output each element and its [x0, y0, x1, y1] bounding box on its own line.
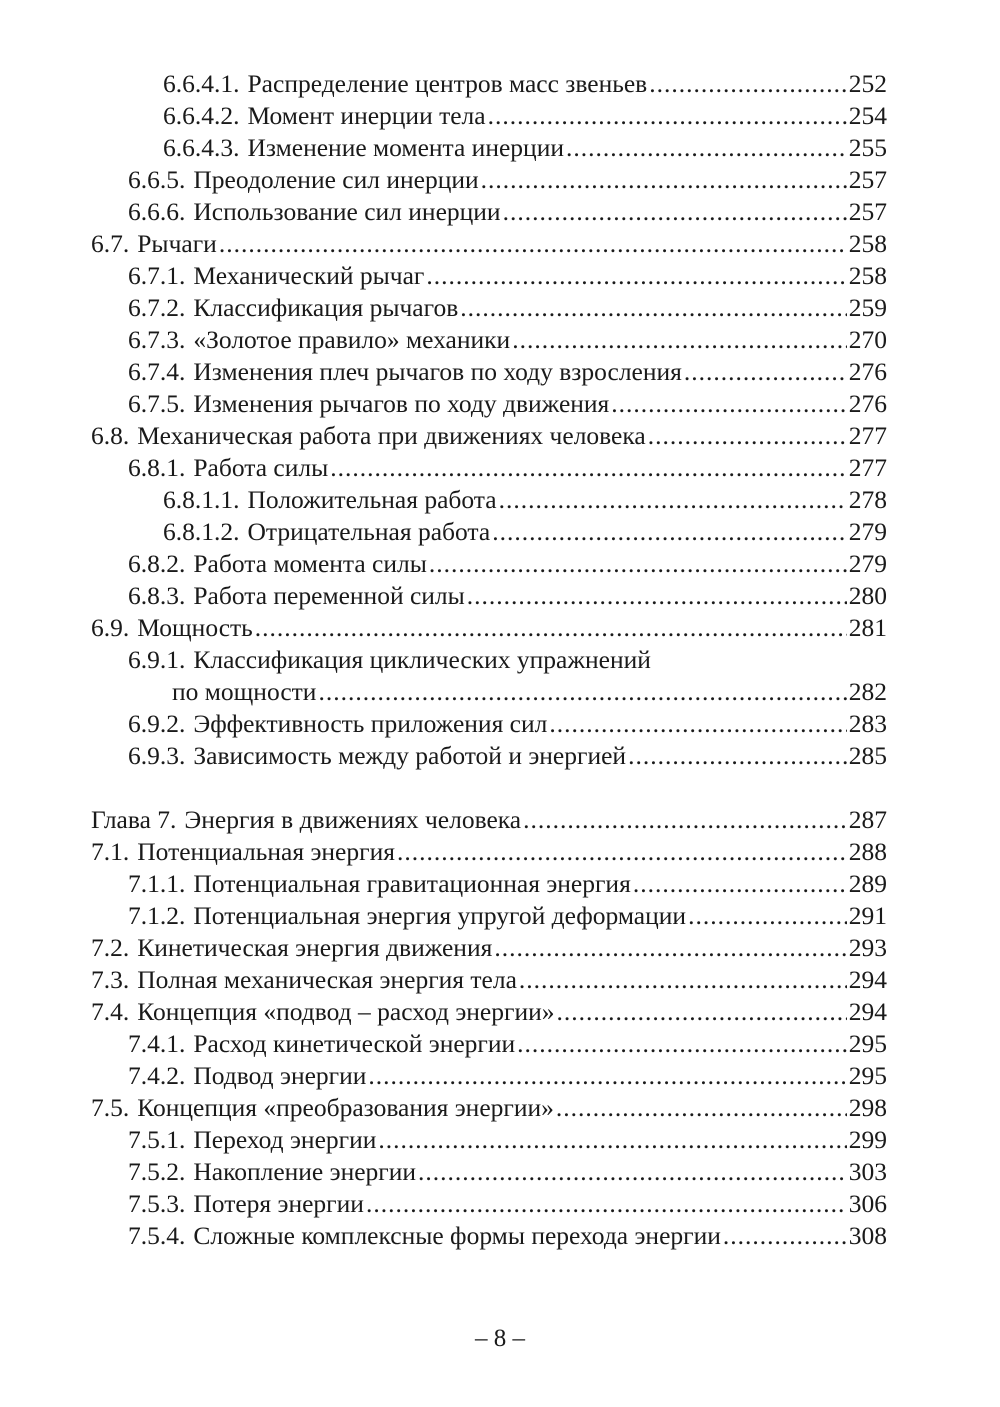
- toc-entry-page: 276: [848, 357, 887, 386]
- toc-entry-number: 6.8.2.: [128, 549, 186, 578]
- dot-leader: [503, 196, 847, 228]
- toc-entry-title: Переход энергии: [193, 1125, 377, 1154]
- dot-leader: [366, 1188, 847, 1220]
- toc-entry-title: Работа силы: [193, 453, 329, 482]
- dot-leader: [512, 324, 847, 356]
- dot-leader: [723, 1220, 847, 1252]
- dot-leader: [219, 228, 847, 260]
- dot-leader: [557, 996, 847, 1028]
- toc-entry-title: Положительная работа: [247, 485, 497, 514]
- toc-entry-title: Полная механическая энергия тела: [137, 965, 517, 994]
- toc-entry-page: 298: [848, 1093, 887, 1122]
- toc-entry-number: 6.7.4.: [128, 357, 186, 386]
- dot-leader: [330, 452, 847, 484]
- toc-entry: [0, 900, 1000, 932]
- toc-entry-title: Преодоление сил инерции: [193, 165, 479, 194]
- toc-entry-title: Рычаги: [137, 229, 217, 258]
- toc-entry-title: Кинетическая энергия движения: [137, 933, 493, 962]
- toc-entry-title: Отрицательная работа: [247, 517, 491, 546]
- toc-entry-page: 254: [848, 101, 887, 130]
- toc-entry-page: 306: [848, 1189, 887, 1218]
- toc-entry-number: 7.4.: [91, 997, 130, 1026]
- toc-entry-page: 287: [848, 805, 887, 834]
- toc-entry: [0, 548, 1000, 580]
- toc-entry: [0, 868, 1000, 900]
- toc-entry-number: 6.6.5.: [128, 165, 186, 194]
- dot-leader: [488, 100, 847, 132]
- toc-entry-page: 303: [848, 1157, 887, 1186]
- toc-entry-page: 258: [848, 261, 887, 290]
- toc-entry: [0, 324, 1000, 356]
- toc-entry-title: Сложные комплексные формы перехода энергии: [193, 1221, 721, 1250]
- toc-entry: [0, 68, 1000, 100]
- toc-entry-page: 258: [848, 229, 887, 258]
- toc-entry-title: Классификация циклических упражнений: [193, 645, 651, 674]
- toc-entry-number: 6.7.1.: [128, 261, 186, 290]
- toc-entry-page: 308: [848, 1221, 887, 1250]
- toc-entry: [0, 996, 1000, 1028]
- dot-leader: [556, 1092, 847, 1124]
- toc-entry-title: Потенциальная энергия упругой деформации: [193, 901, 687, 930]
- toc-entry-title: Распределение центров масс звеньев: [247, 69, 648, 98]
- toc-entry: [0, 1188, 1000, 1220]
- dot-leader: [648, 420, 847, 452]
- toc-entry-page: 276: [848, 389, 887, 418]
- toc-entry-number: 7.5.3.: [128, 1189, 186, 1218]
- dot-leader: [368, 1060, 846, 1092]
- toc-entry: [0, 836, 1000, 868]
- toc-entry-number: 6.8.1.1.: [163, 485, 240, 514]
- toc-entry-page: 255: [848, 133, 887, 162]
- toc-entry-title: Энергия в движениях человека: [184, 805, 522, 834]
- dot-leader: [628, 740, 847, 772]
- dot-leader: [378, 1124, 846, 1156]
- toc-entry-page: 278: [848, 485, 887, 514]
- toc-entry-title: Эффективность приложения сил: [193, 709, 548, 738]
- toc-entry: [0, 1028, 1000, 1060]
- toc-entry-number: 7.4.1.: [128, 1029, 186, 1058]
- toc-entry-page: 288: [848, 837, 887, 866]
- toc-entry-title: Потеря энергии: [193, 1189, 364, 1218]
- dot-leader: [566, 132, 847, 164]
- dot-leader: [519, 964, 847, 996]
- toc-group-chapter-6: [0, 68, 1000, 644]
- toc-entry-page: 259: [848, 293, 887, 322]
- dot-leader: [517, 1028, 847, 1060]
- dot-leader: [633, 868, 847, 900]
- toc-entry: [0, 228, 1000, 260]
- toc-entry-number: 7.5.: [91, 1093, 130, 1122]
- dot-leader: [688, 900, 847, 932]
- toc-entry-title: Концепция «подвод – расход энергии»: [137, 997, 555, 1026]
- toc-entry-number: 6.8.: [91, 421, 130, 450]
- toc-entry-number: 7.2.: [91, 933, 130, 962]
- toc-entry-number: 7.1.1.: [128, 869, 186, 898]
- toc-entry-page: 277: [848, 421, 887, 450]
- toc-entry-number: 6.8.3.: [128, 581, 186, 610]
- toc-entry-title: Расход кинетической энергии: [193, 1029, 516, 1058]
- toc-entry: [0, 132, 1000, 164]
- page-number: – 8 –: [475, 1325, 525, 1352]
- toc-entry: [0, 804, 1000, 836]
- toc-entry-page: 277: [848, 453, 887, 482]
- toc-entry-number: Глава 7.: [91, 805, 177, 834]
- toc-entry: [0, 708, 1000, 740]
- toc-entry-title: Момент инерции тела: [247, 101, 486, 130]
- toc-entry: [0, 932, 1000, 964]
- dot-leader: [494, 932, 846, 964]
- toc-entry-title: Концепция «преобразования энергии»: [137, 1093, 554, 1122]
- toc-entry: [0, 580, 1000, 612]
- toc-entry-number: 7.3.: [91, 965, 130, 994]
- toc-entry-page: 294: [848, 965, 887, 994]
- dot-leader: [549, 708, 846, 740]
- toc-entry-page: 289: [848, 869, 887, 898]
- toc-entry-title: Механический рычаг: [193, 261, 425, 290]
- toc-entry-number: 7.5.1.: [128, 1125, 186, 1154]
- toc-entry-title: Механическая работа при движениях человека: [137, 421, 646, 450]
- toc-entry: [0, 420, 1000, 452]
- toc-entry-number: 6.7.: [91, 229, 130, 258]
- toc-entry-number: 6.6.4.2.: [163, 101, 240, 130]
- toc-entry-page: 295: [848, 1029, 887, 1058]
- toc-entry-number: 7.5.4.: [128, 1221, 186, 1250]
- toc-entry-page: 291: [848, 901, 887, 930]
- toc-entry-page: 257: [848, 165, 887, 194]
- dot-leader: [318, 676, 846, 708]
- toc-entry: [0, 1060, 1000, 1092]
- toc-entry-page: 282: [848, 677, 887, 706]
- toc-entry-page: 285: [848, 741, 887, 770]
- toc-entry-page: 281: [848, 613, 887, 642]
- toc-entry: [0, 1092, 1000, 1124]
- toc-entry-title: Мощность: [137, 613, 253, 642]
- toc-entry: [0, 740, 1000, 772]
- dot-leader: [523, 804, 847, 836]
- toc-entry-title: Работа переменной силы: [193, 581, 465, 610]
- toc-entry-number: 6.7.5.: [128, 389, 186, 418]
- toc-entry: [0, 292, 1000, 324]
- toc-entry-number: 6.9.3.: [128, 741, 186, 770]
- toc-entry-number: 6.8.1.2.: [163, 517, 240, 546]
- toc-entry: [0, 196, 1000, 228]
- toc-entry-number: 6.6.4.1.: [163, 69, 240, 98]
- toc-entry-title: Подвод энергии: [193, 1061, 367, 1090]
- table-of-contents: [0, 68, 1000, 1252]
- toc-entry-page: 252: [848, 69, 887, 98]
- toc-entry: [0, 484, 1000, 516]
- dot-leader: [499, 484, 847, 516]
- toc-entry: [0, 612, 1000, 644]
- dot-leader: [429, 548, 847, 580]
- toc-entry: [0, 164, 1000, 196]
- toc-entry: [0, 1156, 1000, 1188]
- toc-entry-number: 6.9.2.: [128, 709, 186, 738]
- toc-entry-page: 270: [848, 325, 887, 354]
- toc-entry-page: 283: [848, 709, 887, 738]
- toc-entry-page: 294: [848, 997, 887, 1026]
- toc-entry: [0, 1220, 1000, 1252]
- toc-entry-page: 295: [848, 1061, 887, 1090]
- toc-group-6-9: [0, 708, 1000, 772]
- toc-entry-title: Использование сил инерции: [193, 197, 501, 226]
- toc-entry: [0, 388, 1000, 420]
- toc-entry-number: 6.9.: [91, 613, 130, 642]
- toc-entry-page: 257: [848, 197, 887, 226]
- dot-leader: [611, 388, 846, 420]
- toc-entry: [0, 644, 1000, 676]
- dot-leader: [467, 580, 847, 612]
- dot-leader: [460, 292, 847, 324]
- section-gap: [0, 772, 1000, 804]
- toc-entry-number: 7.1.: [91, 837, 130, 866]
- toc-entry: [0, 1124, 1000, 1156]
- dot-leader: [481, 164, 847, 196]
- dot-leader: [492, 516, 847, 548]
- toc-entry-number: 6.6.6.: [128, 197, 186, 226]
- toc-entry-number: 7.5.2.: [128, 1157, 186, 1186]
- toc-entry-title: Изменение момента инерции: [247, 133, 564, 162]
- toc-entry-page: 293: [848, 933, 887, 962]
- toc-entry-number: 7.1.2.: [128, 901, 186, 930]
- toc-entry: [0, 964, 1000, 996]
- toc-entry: [0, 452, 1000, 484]
- toc-entry-page: 279: [848, 517, 887, 546]
- dot-leader: [255, 612, 847, 644]
- toc-entry-title: «Золотое правило» механики: [193, 325, 511, 354]
- toc-entry: [0, 260, 1000, 292]
- toc-entry-title: по мощности: [172, 677, 317, 706]
- toc-entry-title: Классификация рычагов: [193, 293, 459, 322]
- toc-entry: [0, 356, 1000, 388]
- dot-leader: [418, 1156, 847, 1188]
- toc-entry-number: 6.7.2.: [128, 293, 186, 322]
- toc-entry-title: Накопление энергии: [193, 1157, 417, 1186]
- toc-entry: [0, 100, 1000, 132]
- dot-leader: [397, 836, 847, 868]
- toc-entry-page: 280: [848, 581, 887, 610]
- toc-entry-number: 6.7.3.: [128, 325, 186, 354]
- toc-entry-page: 279: [848, 549, 887, 578]
- toc-group-chapter-7: [0, 804, 1000, 1252]
- toc-entry-number: 7.4.2.: [128, 1061, 186, 1090]
- dot-leader: [426, 260, 846, 292]
- toc-entry-continuation: [0, 676, 1000, 708]
- toc-entry-title: Изменения рычагов по ходу движения: [193, 389, 610, 418]
- dot-leader: [684, 356, 847, 388]
- toc-entry-page: 299: [848, 1125, 887, 1154]
- dot-leader: [649, 68, 847, 100]
- toc-entry-title: Изменения плеч рычагов по ходу взросления: [193, 357, 682, 386]
- toc-entry-title: Зависимость между работой и энергией: [193, 741, 627, 770]
- toc-entry-title: Потенциальная гравитационная энергия: [193, 869, 631, 898]
- toc-entry-number: 6.9.1.: [128, 645, 186, 674]
- toc-entry: [0, 516, 1000, 548]
- toc-entry-number: 6.6.4.3.: [163, 133, 240, 162]
- toc-entry-title: Работа момента силы: [193, 549, 427, 578]
- toc-entry-title: Потенциальная энергия: [137, 837, 395, 866]
- toc-entry-number: 6.8.1.: [128, 453, 186, 482]
